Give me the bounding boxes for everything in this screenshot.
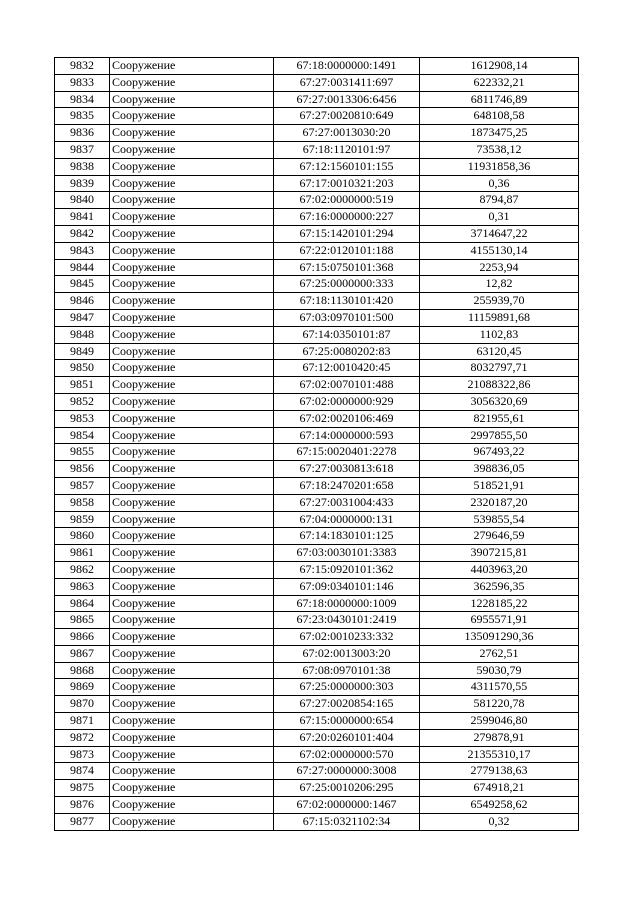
row-number-cell: 9835 [55, 108, 110, 125]
cadastral-value-cell: 0,36 [420, 175, 579, 192]
cadastral-value-cell: 2997855,50 [420, 427, 579, 444]
cadastral-number-cell: 67:02:0010233:332 [274, 629, 420, 646]
cadastral-value-cell: 821955,61 [420, 410, 579, 427]
object-type-cell: Сооружение [110, 259, 274, 276]
cadastral-number-cell: 67:16:0000000:227 [274, 209, 420, 226]
cadastral-value-cell: 73538,12 [420, 141, 579, 158]
cadastral-number-cell: 67:18:1120101:97 [274, 141, 420, 158]
object-type-cell: Сооружение [110, 192, 274, 209]
cadastral-value-cell: 648108,58 [420, 108, 579, 125]
table-row [55, 259, 579, 276]
object-type-cell: Сооружение [110, 108, 274, 125]
cadastral-number-cell: 67:14:0000000:593 [274, 427, 420, 444]
object-type-cell: Сооружение [110, 343, 274, 360]
object-type-cell: Сооружение [110, 225, 274, 242]
cadastral-number-cell: 67:14:0350101:87 [274, 326, 420, 343]
cadastral-number-cell: 67:25:0000000:333 [274, 276, 420, 293]
cadastral-number-cell: 67:15:0321102:34 [274, 813, 420, 830]
cadastral-value-cell: 279878,91 [420, 729, 579, 746]
cadastral-value-cell: 3714647,22 [420, 225, 579, 242]
row-number-cell: 9843 [55, 242, 110, 259]
cadastral-number-cell: 67:15:0020401:2278 [274, 444, 420, 461]
table-row [55, 175, 579, 192]
cadastral-value-cell: 2320187,20 [420, 494, 579, 511]
cadastral-number-cell: 67:18:0000000:1009 [274, 595, 420, 612]
cadastral-value-cell: 2253,94 [420, 259, 579, 276]
object-type-cell: Сооружение [110, 629, 274, 646]
table-row [55, 293, 579, 310]
cadastral-number-cell: 67:03:0030101:3383 [274, 545, 420, 562]
cadastral-number-cell: 67:02:0020106:469 [274, 410, 420, 427]
row-number-cell: 9872 [55, 729, 110, 746]
cadastral-number-cell: 67:18:1130101:420 [274, 293, 420, 310]
table-row [55, 91, 579, 108]
object-type-cell: Сооружение [110, 360, 274, 377]
object-type-cell: Сооружение [110, 209, 274, 226]
row-number-cell: 9836 [55, 125, 110, 142]
row-number-cell: 9846 [55, 293, 110, 310]
object-type-cell: Сооружение [110, 91, 274, 108]
row-number-cell: 9857 [55, 477, 110, 494]
table-row [55, 444, 579, 461]
row-number-cell: 9850 [55, 360, 110, 377]
table-row [55, 645, 579, 662]
cadastral-value-cell: 622332,21 [420, 74, 579, 91]
table-row [55, 58, 579, 75]
object-type-cell: Сооружение [110, 125, 274, 142]
table-row [55, 729, 579, 746]
cadastral-number-cell: 67:09:0340101:146 [274, 578, 420, 595]
table-row [55, 813, 579, 830]
row-number-cell: 9860 [55, 528, 110, 545]
row-number-cell: 9848 [55, 326, 110, 343]
object-type-cell: Сооружение [110, 578, 274, 595]
row-number-cell: 9834 [55, 91, 110, 108]
cadastral-value-cell: 1102,83 [420, 326, 579, 343]
property-registry-table [54, 57, 579, 831]
row-number-cell: 9868 [55, 662, 110, 679]
row-number-cell: 9854 [55, 427, 110, 444]
object-type-cell: Сооружение [110, 477, 274, 494]
object-type-cell: Сооружение [110, 494, 274, 511]
cadastral-value-cell: 3056320,69 [420, 393, 579, 410]
cadastral-number-cell: 67:18:2470201:658 [274, 477, 420, 494]
table-row [55, 797, 579, 814]
row-number-cell: 9842 [55, 225, 110, 242]
object-type-cell: Сооружение [110, 679, 274, 696]
table-row [55, 225, 579, 242]
table-row [55, 209, 579, 226]
object-type-cell: Сооружение [110, 813, 274, 830]
table-row [55, 108, 579, 125]
object-type-cell: Сооружение [110, 293, 274, 310]
table-row [55, 326, 579, 343]
cadastral-value-cell: 1873475,25 [420, 125, 579, 142]
cadastral-number-cell: 67:02:0013003:20 [274, 645, 420, 662]
table-row [55, 309, 579, 326]
table-row [55, 713, 579, 730]
table-row [55, 242, 579, 259]
cadastral-value-cell: 3907215,81 [420, 545, 579, 562]
row-number-cell: 9871 [55, 713, 110, 730]
cadastral-number-cell: 67:15:0000000:654 [274, 713, 420, 730]
row-number-cell: 9864 [55, 595, 110, 612]
cadastral-value-cell: 11159891,68 [420, 309, 579, 326]
row-number-cell: 9851 [55, 377, 110, 394]
object-type-cell: Сооружение [110, 746, 274, 763]
object-type-cell: Сооружение [110, 309, 274, 326]
cadastral-number-cell: 67:27:0031411:697 [274, 74, 420, 91]
cadastral-value-cell: 1612908,14 [420, 58, 579, 75]
cadastral-value-cell: 8794,87 [420, 192, 579, 209]
cadastral-number-cell: 67:14:1830101:125 [274, 528, 420, 545]
cadastral-number-cell: 67:22:0120101:188 [274, 242, 420, 259]
row-number-cell: 9861 [55, 545, 110, 562]
cadastral-value-cell: 967493,22 [420, 444, 579, 461]
cadastral-value-cell: 63120,45 [420, 343, 579, 360]
cadastral-value-cell: 6811746,89 [420, 91, 579, 108]
row-number-cell: 9870 [55, 696, 110, 713]
object-type-cell: Сооружение [110, 461, 274, 478]
cadastral-number-cell: 67:02:0000000:570 [274, 746, 420, 763]
cadastral-value-cell: 2779138,63 [420, 763, 579, 780]
cadastral-number-cell: 67:23:0430101:2419 [274, 612, 420, 629]
table-row [55, 746, 579, 763]
cadastral-number-cell: 67:04:0000000:131 [274, 511, 420, 528]
table-row [55, 410, 579, 427]
object-type-cell: Сооружение [110, 612, 274, 629]
table-body [55, 58, 579, 831]
cadastral-number-cell: 67:18:0000000:1491 [274, 58, 420, 75]
cadastral-value-cell: 4155130,14 [420, 242, 579, 259]
row-number-cell: 9862 [55, 561, 110, 578]
row-number-cell: 9863 [55, 578, 110, 595]
table-row [55, 276, 579, 293]
object-type-cell: Сооружение [110, 58, 274, 75]
table-row [55, 125, 579, 142]
cadastral-number-cell: 67:15:1420101:294 [274, 225, 420, 242]
table-row [55, 343, 579, 360]
table-row [55, 612, 579, 629]
cadastral-number-cell: 67:27:0030813:618 [274, 461, 420, 478]
table-row [55, 511, 579, 528]
object-type-cell: Сооружение [110, 645, 274, 662]
table-row [55, 561, 579, 578]
cadastral-number-cell: 67:03:0970101:500 [274, 309, 420, 326]
cadastral-number-cell: 67:27:0020854:165 [274, 696, 420, 713]
cadastral-value-cell: 1228185,22 [420, 595, 579, 612]
object-type-cell: Сооружение [110, 242, 274, 259]
object-type-cell: Сооружение [110, 696, 274, 713]
table-row [55, 393, 579, 410]
object-type-cell: Сооружение [110, 427, 274, 444]
row-number-cell: 9865 [55, 612, 110, 629]
document-page [54, 57, 578, 831]
row-number-cell: 9833 [55, 74, 110, 91]
object-type-cell: Сооружение [110, 141, 274, 158]
table-row [55, 780, 579, 797]
cadastral-number-cell: 67:27:0020810:649 [274, 108, 420, 125]
row-number-cell: 9856 [55, 461, 110, 478]
cadastral-value-cell: 4403963,20 [420, 561, 579, 578]
cadastral-number-cell: 67:17:0010321:203 [274, 175, 420, 192]
row-number-cell: 9832 [55, 58, 110, 75]
row-number-cell: 9849 [55, 343, 110, 360]
cadastral-number-cell: 67:27:0031004:433 [274, 494, 420, 511]
table-row [55, 360, 579, 377]
cadastral-value-cell: 59030,79 [420, 662, 579, 679]
object-type-cell: Сооружение [110, 393, 274, 410]
row-number-cell: 9874 [55, 763, 110, 780]
cadastral-value-cell: 11931858,36 [420, 158, 579, 175]
cadastral-number-cell: 67:27:0000000:3008 [274, 763, 420, 780]
cadastral-value-cell: 4311570,55 [420, 679, 579, 696]
table-row [55, 595, 579, 612]
table-row [55, 141, 579, 158]
cadastral-number-cell: 67:15:0750101:368 [274, 259, 420, 276]
object-type-cell: Сооружение [110, 158, 274, 175]
cadastral-number-cell: 67:02:0000000:519 [274, 192, 420, 209]
cadastral-value-cell: 362596,35 [420, 578, 579, 595]
cadastral-value-cell: 135091290,36 [420, 629, 579, 646]
table-row [55, 662, 579, 679]
cadastral-number-cell: 67:12:1560101:155 [274, 158, 420, 175]
cadastral-value-cell: 674918,21 [420, 780, 579, 797]
object-type-cell: Сооружение [110, 763, 274, 780]
cadastral-number-cell: 67:27:0013030:20 [274, 125, 420, 142]
row-number-cell: 9845 [55, 276, 110, 293]
table-row [55, 192, 579, 209]
row-number-cell: 9858 [55, 494, 110, 511]
row-number-cell: 9853 [55, 410, 110, 427]
table-row [55, 545, 579, 562]
row-number-cell: 9844 [55, 259, 110, 276]
object-type-cell: Сооружение [110, 528, 274, 545]
cadastral-number-cell: 67:25:0000000:303 [274, 679, 420, 696]
object-type-cell: Сооружение [110, 780, 274, 797]
cadastral-number-cell: 67:02:0000000:1467 [274, 797, 420, 814]
cadastral-value-cell: 21355310,17 [420, 746, 579, 763]
table-row [55, 629, 579, 646]
cadastral-value-cell: 21088322,86 [420, 377, 579, 394]
table-row [55, 461, 579, 478]
row-number-cell: 9847 [55, 309, 110, 326]
cadastral-value-cell: 539855,54 [420, 511, 579, 528]
row-number-cell: 9877 [55, 813, 110, 830]
table-row [55, 528, 579, 545]
row-number-cell: 9869 [55, 679, 110, 696]
cadastral-number-cell: 67:25:0010206:295 [274, 780, 420, 797]
row-number-cell: 9837 [55, 141, 110, 158]
row-number-cell: 9876 [55, 797, 110, 814]
row-number-cell: 9840 [55, 192, 110, 209]
object-type-cell: Сооружение [110, 561, 274, 578]
cadastral-value-cell: 2599046,80 [420, 713, 579, 730]
cadastral-number-cell: 67:25:0080202:83 [274, 343, 420, 360]
table-row [55, 158, 579, 175]
cadastral-number-cell: 67:02:0000000:929 [274, 393, 420, 410]
row-number-cell: 9839 [55, 175, 110, 192]
cadastral-value-cell: 0,32 [420, 813, 579, 830]
cadastral-number-cell: 67:12:0010420:45 [274, 360, 420, 377]
row-number-cell: 9852 [55, 393, 110, 410]
object-type-cell: Сооружение [110, 545, 274, 562]
object-type-cell: Сооружение [110, 326, 274, 343]
object-type-cell: Сооружение [110, 595, 274, 612]
row-number-cell: 9838 [55, 158, 110, 175]
table-row [55, 494, 579, 511]
cadastral-value-cell: 518521,91 [420, 477, 579, 494]
cadastral-number-cell: 67:15:0920101:362 [274, 561, 420, 578]
table-row [55, 477, 579, 494]
object-type-cell: Сооружение [110, 74, 274, 91]
table-row [55, 377, 579, 394]
cadastral-value-cell: 581220,78 [420, 696, 579, 713]
table-row [55, 696, 579, 713]
object-type-cell: Сооружение [110, 444, 274, 461]
cadastral-value-cell: 6955571,91 [420, 612, 579, 629]
cadastral-value-cell: 279646,59 [420, 528, 579, 545]
object-type-cell: Сооружение [110, 175, 274, 192]
object-type-cell: Сооружение [110, 713, 274, 730]
table-row [55, 74, 579, 91]
row-number-cell: 9866 [55, 629, 110, 646]
table-row [55, 679, 579, 696]
cadastral-value-cell: 8032797,71 [420, 360, 579, 377]
table-row [55, 763, 579, 780]
cadastral-value-cell: 6549258,62 [420, 797, 579, 814]
row-number-cell: 9859 [55, 511, 110, 528]
cadastral-number-cell: 67:27:0013306:6456 [274, 91, 420, 108]
cadastral-value-cell: 255939,70 [420, 293, 579, 310]
row-number-cell: 9855 [55, 444, 110, 461]
object-type-cell: Сооружение [110, 276, 274, 293]
cadastral-value-cell: 0,31 [420, 209, 579, 226]
object-type-cell: Сооружение [110, 797, 274, 814]
row-number-cell: 9875 [55, 780, 110, 797]
cadastral-number-cell: 67:08:0970101:38 [274, 662, 420, 679]
table-row [55, 427, 579, 444]
row-number-cell: 9873 [55, 746, 110, 763]
cadastral-value-cell: 12,82 [420, 276, 579, 293]
object-type-cell: Сооружение [110, 729, 274, 746]
object-type-cell: Сооружение [110, 410, 274, 427]
cadastral-value-cell: 398836,05 [420, 461, 579, 478]
row-number-cell: 9841 [55, 209, 110, 226]
table-row [55, 578, 579, 595]
cadastral-number-cell: 67:02:0070101:488 [274, 377, 420, 394]
object-type-cell: Сооружение [110, 662, 274, 679]
cadastral-value-cell: 2762,51 [420, 645, 579, 662]
row-number-cell: 9867 [55, 645, 110, 662]
cadastral-number-cell: 67:20:0260101:404 [274, 729, 420, 746]
object-type-cell: Сооружение [110, 511, 274, 528]
object-type-cell: Сооружение [110, 377, 274, 394]
